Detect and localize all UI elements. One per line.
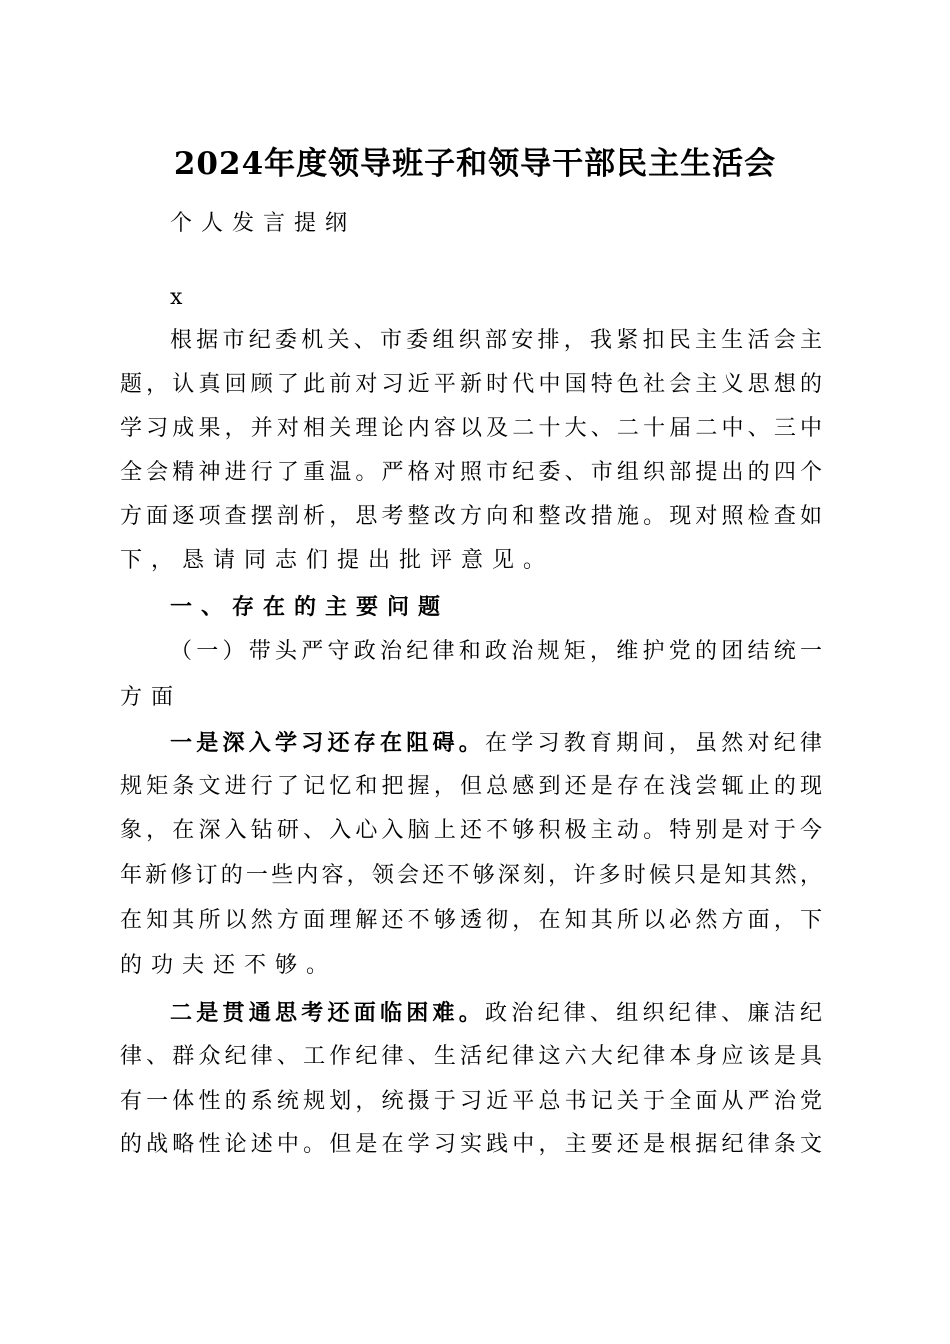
line-text: 根据市纪委机关、市委组织部安排，我紧扣民主生活会主 [170,328,822,353]
body-line [120,1035,822,1079]
line-text: 一、存在的主要问题 [170,595,450,620]
line-text: 方面 [120,685,183,710]
body-line [120,809,822,853]
body-line [120,363,822,407]
line-text: 的战略性论述中。但是在学习实践中，主要还是根据纪律条文 [120,1132,822,1157]
body-line [120,407,822,451]
body-line [120,899,822,943]
body-line [170,721,822,765]
paragraph-lead: 一是深入学习还存在阻碍。 [170,730,485,756]
document-subtitle: 个人发言提纲 [170,211,357,236]
body-line [120,765,822,809]
line-text: 的功夫还不够。 [120,953,338,978]
line-text: 有一体性的系统规划，统摄于习近平总书记关于全面从严治党 [120,1089,822,1114]
paragraph-lead: 二是贯通思考还面临困难。 [170,1000,485,1026]
body-line [120,854,822,898]
line-text: 政治纪律、组织纪律、廉洁纪 [485,1001,822,1026]
section-heading [170,586,822,630]
body-line [120,451,822,495]
body-line [170,991,822,1035]
line-text: 下，恳请同志们提出批评意见。 [120,548,555,573]
line-text: 在学习教育期间，虽然对纪律 [485,731,822,756]
body-line [120,1080,822,1124]
body-line [170,319,822,363]
line-text: 年新修订的一些内容，领会还不够深刻，许多时候只是知其然， [120,863,822,888]
line-text: 方面逐项查摆剖析，思考整改方向和整改措施。现对照检查如 [120,504,822,529]
line-text: 题，认真回顾了此前对习近平新时代中国特色社会主义思想的 [120,372,822,397]
line-text: 象，在深入钻研、入心入脑上还不够积极主动。特别是对于今 [120,818,822,843]
line-text: 律、群众纪律、工作纪律、生活纪律这六大纪律本身应该是具 [120,1044,822,1069]
body-line [120,1123,822,1167]
line-text: 规矩条文进行了记忆和把握，但总感到还是存在浅尝辄止的现 [120,774,822,799]
line-text: 在知其所以然方面理解还不够透彻，在知其所以必然方面，下 [120,908,822,933]
document-author: x [170,285,192,310]
body-line [120,676,822,720]
line-text: 学习成果，并对相关理论内容以及二十大、二十届二中、三中 [120,416,822,441]
body-line [170,630,822,674]
body-line [120,495,822,539]
line-text: 全会精神进行了重温。严格对照市纪委、市组织部提出的四个 [120,460,822,485]
document-title: 2024年度领导班子和领导干部民主生活会 [173,146,777,182]
body-line [120,539,822,583]
line-text: （一）带头严守政治纪律和政治规矩，维护党的团结统一 [170,639,822,664]
body-line [120,944,822,988]
